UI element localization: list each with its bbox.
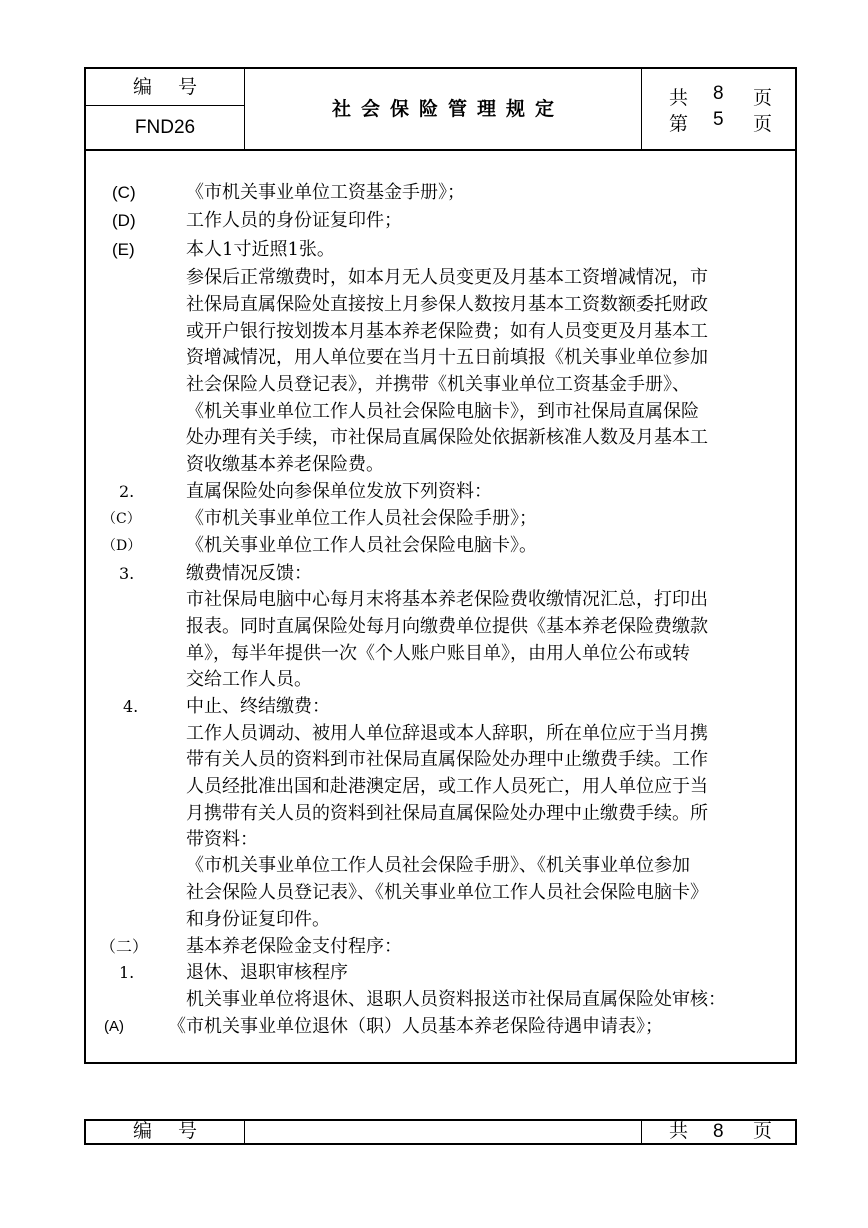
current-page: 5 [713, 109, 724, 130]
document-title: 社会保险管理规定 [331, 98, 564, 120]
body-line: 带有关人员的资料到市社保局直属保险处办理中止缴费手续。工作 [186, 749, 708, 770]
footer-total-label-b: 页 [753, 1120, 773, 1142]
body-line: 资收缴基本养老保险费。 [186, 454, 384, 475]
body-line: 《市机关事业单位工作人员社会保险手册》、《机关事业单位参加 [186, 855, 690, 876]
item-marker-4: 4. [123, 697, 139, 716]
page-count-cell [642, 69, 795, 149]
number-label: 编号 [86, 69, 244, 106]
body-line: 月携带有关人员的资料到社保局直属保险处办理中止缴费手续。所 [186, 803, 708, 824]
item-marker-c: (C) [112, 183, 136, 202]
body-line: 基本养老保险金支付程序： [186, 936, 402, 957]
body-line: 《市机关事业单位工作人员社会保险手册》； [186, 508, 537, 529]
item-marker-e: (E) [112, 240, 135, 259]
body-line: 参保后正常缴费时，如本月无人员变更及月基本工资增减情况，市 [186, 267, 708, 288]
body-line: 社会保险人员登记表》，并携带《机关事业单位工资基金手册》、 [186, 374, 690, 395]
footer-total-pages: 8 [713, 1121, 724, 1142]
section-marker-2: （二） [100, 937, 149, 956]
doc-number: FND26 [134, 117, 196, 138]
item-marker-a: (A) [104, 1018, 124, 1035]
item-marker-3: 3. [119, 564, 135, 583]
total-label-b: 页 [753, 87, 773, 109]
body-line: 《机关事业单位工作人员社会保险电脑卡》，到市社保局直属保险 [186, 401, 699, 422]
item-marker-c2: （C） [102, 511, 141, 527]
body-line: 报表。同时直属保险处每月向缴费单位提供《基本养老保险费缴款 [186, 616, 708, 637]
body-line: 工作人员调动、被用人单位辞退或本人辞职，所在单位应于当月携 [186, 723, 708, 744]
document-footer [84, 1119, 797, 1145]
body-line: 直属保险处向参保单位发放下列资料： [186, 481, 492, 502]
body-line: 交给工作人员。 [186, 669, 312, 690]
footer-number-label: 编号 [86, 1121, 245, 1143]
body-line: 中止、终结缴费： [186, 696, 330, 717]
body-line: 工作人员的身份证复印件； [186, 210, 402, 231]
body-line: 处办理有关手续，市社保局直属保险处依据新核准人数及月基本工 [186, 427, 708, 448]
body-line: 《市机关事业单位退休（职）人员基本养老保险待遇申请表》； [168, 1016, 663, 1037]
footer-blank-cell [245, 1121, 642, 1143]
body-line: 《市机关事业单位工资基金手册》； [186, 182, 465, 203]
doc-number-cell [86, 69, 245, 149]
body-line: 资增减情况，用人单位要在当月十五日前填报《机关事业单位参加 [186, 347, 708, 368]
body-line: 单》，每半年提供一次《个人账户账目单》，由用人单位公布或转 [186, 643, 690, 664]
total-label-a: 共 [669, 87, 689, 109]
body-line: 缴费情况反馈： [186, 563, 312, 584]
body-line: 社会保险人员登记表》、《机关事业单位工作人员社会保险电脑卡》 [186, 882, 708, 903]
document-header [86, 69, 795, 151]
current-label-a: 第 [669, 113, 689, 135]
body-line: 带资料： [186, 829, 258, 850]
body-line: 退休、退职审核程序 [186, 962, 348, 983]
body-line: 人员经批准出国和赴港澳定居，或工作人员死亡，用人单位应于当 [186, 776, 708, 797]
body-line: 机关事业单位将退休、退职人员资料报送市社保局直属保险处审核： [186, 989, 726, 1010]
total-pages: 8 [713, 83, 724, 104]
item-marker-1: 1. [119, 963, 135, 982]
item-marker-d: (D) [112, 211, 136, 230]
body-line: 社保局直属保险处直接按上月参保人数按月基本工资数额委托财政 [186, 294, 708, 315]
body-line: 市社保局电脑中心每月末将基本养老保险费收缴情况汇总，打印出 [186, 589, 708, 610]
item-marker-2: 2. [119, 482, 135, 501]
footer-page-count [642, 1121, 795, 1143]
body-line: 《机关事业单位工作人员社会保险电脑卡》。 [186, 535, 537, 556]
body-line: 或开户银行按划拨本月基本养老保险费；如有人员变更及月基本工 [186, 321, 708, 342]
footer-total-label-a: 共 [669, 1120, 689, 1142]
current-label-b: 页 [753, 113, 773, 135]
item-marker-d2: （D） [102, 538, 142, 554]
title-cell [245, 69, 642, 149]
body-line: 本人1寸近照1张。 [186, 239, 335, 260]
body-line: 和身份证复印件。 [186, 909, 330, 930]
